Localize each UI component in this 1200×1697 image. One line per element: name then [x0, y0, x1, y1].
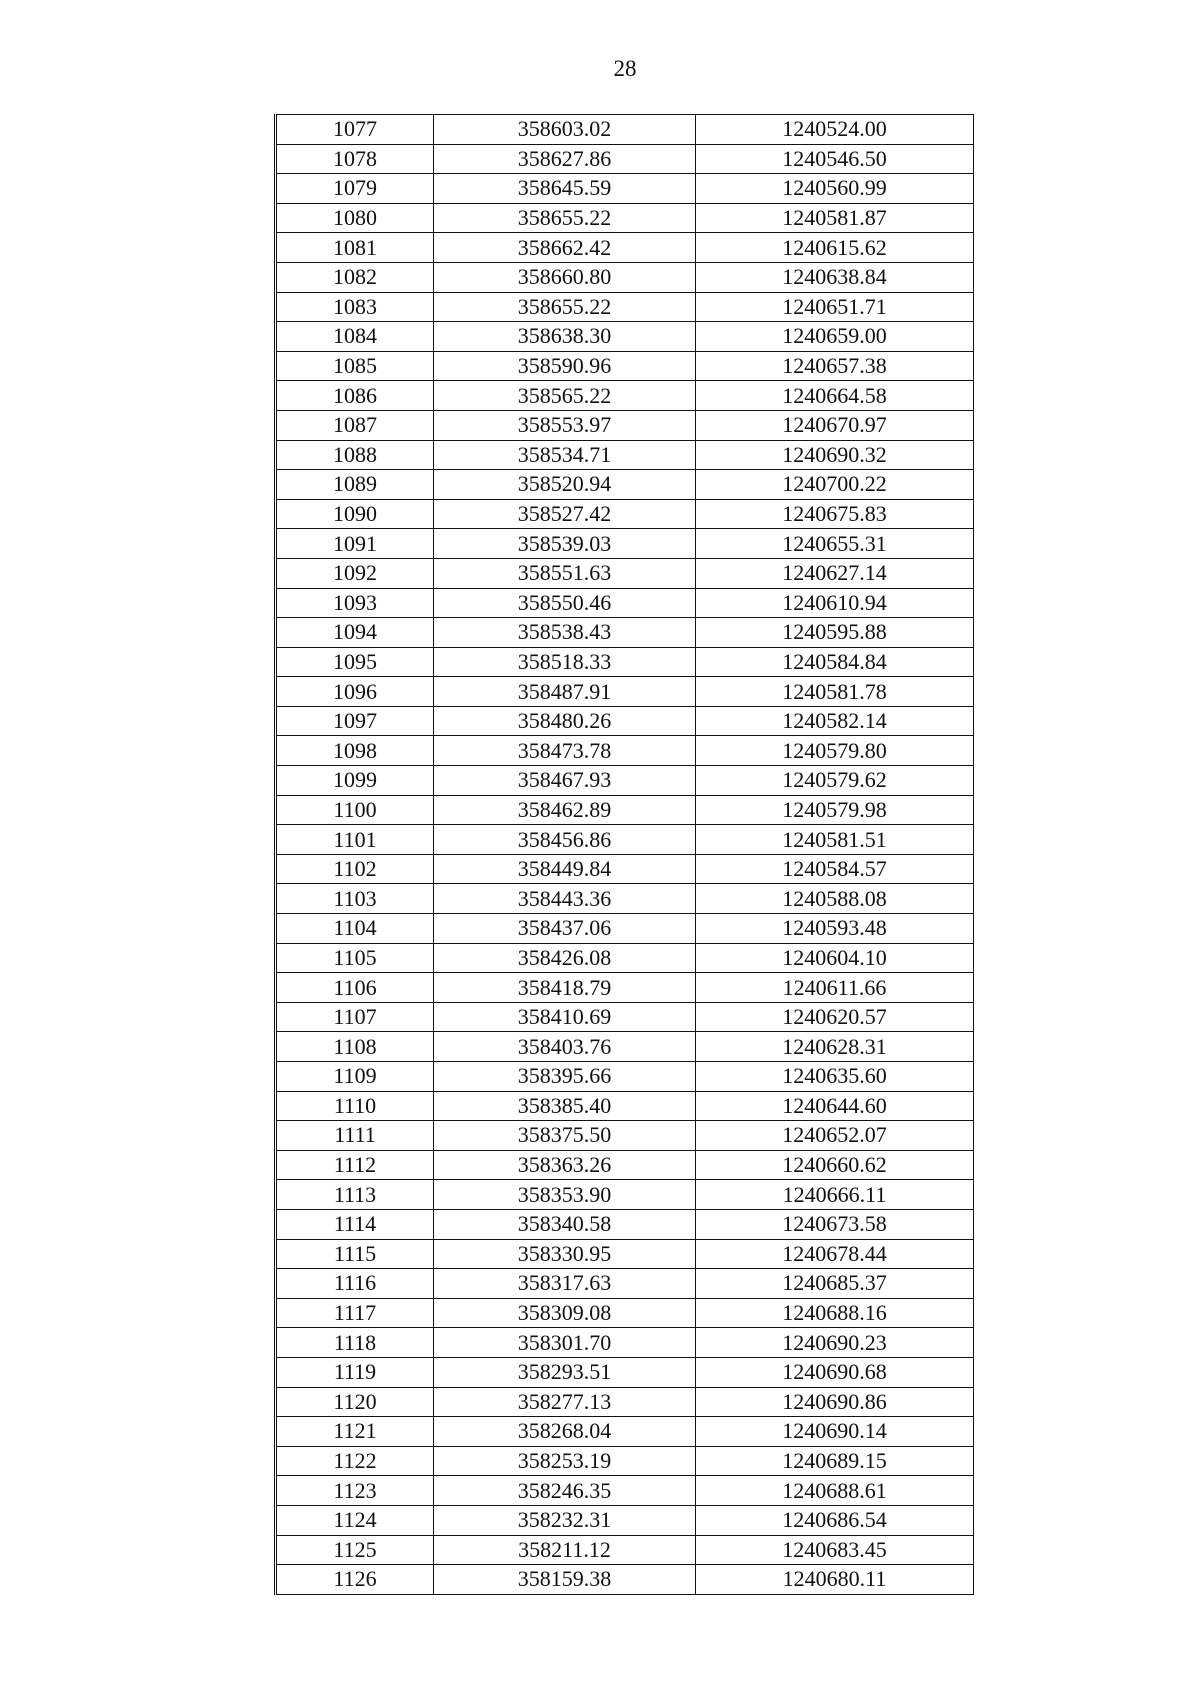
y-coordinate-cell: 1240635.60 — [696, 1062, 974, 1092]
table-row — [276, 1121, 974, 1151]
x-coordinate-cell: 358565.22 — [434, 381, 696, 411]
point-number-cell: 1115 — [276, 1239, 434, 1269]
y-coordinate-cell: 1240638.84 — [696, 262, 974, 292]
y-coordinate-cell: 1240581.78 — [696, 677, 974, 707]
point-number-cell: 1117 — [276, 1298, 434, 1328]
y-coordinate-cell: 1240688.61 — [696, 1476, 974, 1506]
point-number-cell: 1077 — [276, 115, 434, 145]
y-coordinate-cell: 1240524.00 — [696, 115, 974, 145]
point-number-cell: 1090 — [276, 499, 434, 529]
table-row — [276, 1505, 974, 1535]
x-coordinate-cell: 358551.63 — [434, 558, 696, 588]
table-row — [276, 558, 974, 588]
y-coordinate-cell: 1240611.66 — [696, 973, 974, 1003]
point-number-cell: 1087 — [276, 410, 434, 440]
table-row — [276, 1002, 974, 1032]
y-coordinate-cell: 1240673.58 — [696, 1209, 974, 1239]
y-coordinate-cell: 1240666.11 — [696, 1180, 974, 1210]
x-coordinate-cell: 358253.19 — [434, 1446, 696, 1476]
x-coordinate-cell: 358655.22 — [434, 203, 696, 233]
point-number-cell: 1088 — [276, 440, 434, 470]
y-coordinate-cell: 1240664.58 — [696, 381, 974, 411]
coordinates-table — [274, 114, 974, 1595]
y-coordinate-cell: 1240689.15 — [696, 1446, 974, 1476]
x-coordinate-cell: 358309.08 — [434, 1298, 696, 1328]
point-number-cell: 1081 — [276, 233, 434, 263]
table-row — [276, 825, 974, 855]
point-number-cell: 1082 — [276, 262, 434, 292]
y-coordinate-cell: 1240688.16 — [696, 1298, 974, 1328]
point-number-cell: 1108 — [276, 1032, 434, 1062]
table-row — [276, 1180, 974, 1210]
table-row — [276, 233, 974, 263]
point-number-cell: 1123 — [276, 1476, 434, 1506]
y-coordinate-cell: 1240686.54 — [696, 1505, 974, 1535]
x-coordinate-cell: 358277.13 — [434, 1387, 696, 1417]
y-coordinate-cell: 1240644.60 — [696, 1091, 974, 1121]
point-number-cell: 1091 — [276, 529, 434, 559]
table-row — [276, 1032, 974, 1062]
y-coordinate-cell: 1240582.14 — [696, 706, 974, 736]
x-coordinate-cell: 358437.06 — [434, 914, 696, 944]
x-coordinate-cell: 358534.71 — [434, 440, 696, 470]
y-coordinate-cell: 1240579.98 — [696, 795, 974, 825]
table-row — [276, 884, 974, 914]
x-coordinate-cell: 358520.94 — [434, 470, 696, 500]
y-coordinate-cell: 1240651.71 — [696, 292, 974, 322]
table-row — [276, 499, 974, 529]
y-coordinate-cell: 1240690.23 — [696, 1328, 974, 1358]
point-number-cell: 1106 — [276, 973, 434, 1003]
table-row — [276, 174, 974, 204]
point-number-cell: 1122 — [276, 1446, 434, 1476]
x-coordinate-cell: 358211.12 — [434, 1535, 696, 1565]
point-number-cell: 1083 — [276, 292, 434, 322]
x-coordinate-cell: 358268.04 — [434, 1417, 696, 1447]
y-coordinate-cell: 1240690.68 — [696, 1357, 974, 1387]
page-number: 28 — [613, 56, 637, 81]
table-row — [276, 1476, 974, 1506]
point-number-cell: 1124 — [276, 1505, 434, 1535]
y-coordinate-cell: 1240652.07 — [696, 1121, 974, 1151]
table-row — [276, 144, 974, 174]
x-coordinate-cell: 358410.69 — [434, 1002, 696, 1032]
table-row — [276, 1387, 974, 1417]
table-row — [276, 943, 974, 973]
x-coordinate-cell: 358418.79 — [434, 973, 696, 1003]
y-coordinate-cell: 1240581.51 — [696, 825, 974, 855]
table-row — [276, 795, 974, 825]
point-number-cell: 1114 — [276, 1209, 434, 1239]
table-row — [276, 1209, 974, 1239]
table-row — [276, 1565, 974, 1595]
point-number-cell: 1101 — [276, 825, 434, 855]
point-number-cell: 1079 — [276, 174, 434, 204]
table-row — [276, 1091, 974, 1121]
y-coordinate-cell: 1240670.97 — [696, 410, 974, 440]
y-coordinate-cell: 1240675.83 — [696, 499, 974, 529]
x-coordinate-cell: 358246.35 — [434, 1476, 696, 1506]
x-coordinate-cell: 358538.43 — [434, 618, 696, 648]
x-coordinate-cell: 358518.33 — [434, 647, 696, 677]
table-row — [276, 588, 974, 618]
table-row — [276, 1150, 974, 1180]
point-number-cell: 1089 — [276, 470, 434, 500]
table-row — [276, 1417, 974, 1447]
y-coordinate-cell: 1240690.14 — [696, 1417, 974, 1447]
y-coordinate-cell: 1240660.62 — [696, 1150, 974, 1180]
table-row — [276, 1269, 974, 1299]
y-coordinate-cell: 1240593.48 — [696, 914, 974, 944]
table-row — [276, 854, 974, 884]
point-number-cell: 1078 — [276, 144, 434, 174]
y-coordinate-cell: 1240604.10 — [696, 943, 974, 973]
table-row — [276, 973, 974, 1003]
y-coordinate-cell: 1240628.31 — [696, 1032, 974, 1062]
y-coordinate-cell: 1240685.37 — [696, 1269, 974, 1299]
x-coordinate-cell: 358660.80 — [434, 262, 696, 292]
y-coordinate-cell: 1240610.94 — [696, 588, 974, 618]
point-number-cell: 1107 — [276, 1002, 434, 1032]
y-coordinate-cell: 1240581.87 — [696, 203, 974, 233]
y-coordinate-cell: 1240579.80 — [696, 736, 974, 766]
y-coordinate-cell: 1240678.44 — [696, 1239, 974, 1269]
y-coordinate-cell: 1240659.00 — [696, 322, 974, 352]
y-coordinate-cell: 1240615.62 — [696, 233, 974, 263]
y-coordinate-cell: 1240584.57 — [696, 854, 974, 884]
x-coordinate-cell: 358467.93 — [434, 766, 696, 796]
y-coordinate-cell: 1240700.22 — [696, 470, 974, 500]
point-number-cell: 1084 — [276, 322, 434, 352]
table-row — [276, 351, 974, 381]
point-number-cell: 1121 — [276, 1417, 434, 1447]
point-number-cell: 1096 — [276, 677, 434, 707]
table-row — [276, 706, 974, 736]
x-coordinate-cell: 358317.63 — [434, 1269, 696, 1299]
x-coordinate-cell: 358462.89 — [434, 795, 696, 825]
point-number-cell: 1113 — [276, 1180, 434, 1210]
x-coordinate-cell: 358645.59 — [434, 174, 696, 204]
y-coordinate-cell: 1240588.08 — [696, 884, 974, 914]
y-coordinate-cell: 1240627.14 — [696, 558, 974, 588]
point-number-cell: 1103 — [276, 884, 434, 914]
x-coordinate-cell: 358395.66 — [434, 1062, 696, 1092]
x-coordinate-cell: 358539.03 — [434, 529, 696, 559]
point-number-cell: 1119 — [276, 1357, 434, 1387]
point-number-cell: 1094 — [276, 618, 434, 648]
x-coordinate-cell: 358480.26 — [434, 706, 696, 736]
x-coordinate-cell: 358375.50 — [434, 1121, 696, 1151]
table-row — [276, 736, 974, 766]
y-coordinate-cell: 1240595.88 — [696, 618, 974, 648]
x-coordinate-cell: 358159.38 — [434, 1565, 696, 1595]
table-row — [276, 618, 974, 648]
x-coordinate-cell: 358443.36 — [434, 884, 696, 914]
point-number-cell: 1099 — [276, 766, 434, 796]
x-coordinate-cell: 358655.22 — [434, 292, 696, 322]
table-row — [276, 292, 974, 322]
x-coordinate-cell: 358473.78 — [434, 736, 696, 766]
y-coordinate-cell: 1240657.38 — [696, 351, 974, 381]
table-row — [276, 1357, 974, 1387]
point-number-cell: 1092 — [276, 558, 434, 588]
point-number-cell: 1097 — [276, 706, 434, 736]
x-coordinate-cell: 358456.86 — [434, 825, 696, 855]
y-coordinate-cell: 1240584.84 — [696, 647, 974, 677]
point-number-cell: 1098 — [276, 736, 434, 766]
point-number-cell: 1085 — [276, 351, 434, 381]
x-coordinate-cell: 358550.46 — [434, 588, 696, 618]
x-coordinate-cell: 358232.31 — [434, 1505, 696, 1535]
table-row — [276, 1062, 974, 1092]
table-row — [276, 440, 974, 470]
table-row — [276, 115, 974, 145]
x-coordinate-cell: 358627.86 — [434, 144, 696, 174]
point-number-cell: 1116 — [276, 1269, 434, 1299]
point-number-cell: 1111 — [276, 1121, 434, 1151]
table-row — [276, 677, 974, 707]
point-number-cell: 1104 — [276, 914, 434, 944]
table-row — [276, 529, 974, 559]
x-coordinate-cell: 358293.51 — [434, 1357, 696, 1387]
y-coordinate-cell: 1240620.57 — [696, 1002, 974, 1032]
table-row — [276, 203, 974, 233]
x-coordinate-cell: 358590.96 — [434, 351, 696, 381]
y-coordinate-cell: 1240560.99 — [696, 174, 974, 204]
point-number-cell: 1095 — [276, 647, 434, 677]
table-body — [276, 115, 974, 1595]
table-row — [276, 1239, 974, 1269]
x-coordinate-cell: 358553.97 — [434, 410, 696, 440]
table-row — [276, 262, 974, 292]
x-coordinate-cell: 358527.42 — [434, 499, 696, 529]
x-coordinate-cell: 358301.70 — [434, 1328, 696, 1358]
table-row — [276, 470, 974, 500]
table-row — [276, 914, 974, 944]
y-coordinate-cell: 1240546.50 — [696, 144, 974, 174]
table-row — [276, 1298, 974, 1328]
point-number-cell: 1105 — [276, 943, 434, 973]
point-number-cell: 1093 — [276, 588, 434, 618]
x-coordinate-cell: 358330.95 — [434, 1239, 696, 1269]
y-coordinate-cell: 1240680.11 — [696, 1565, 974, 1595]
table-row — [276, 1535, 974, 1565]
x-coordinate-cell: 358662.42 — [434, 233, 696, 263]
point-number-cell: 1120 — [276, 1387, 434, 1417]
point-number-cell: 1110 — [276, 1091, 434, 1121]
point-number-cell: 1125 — [276, 1535, 434, 1565]
y-coordinate-cell: 1240655.31 — [696, 529, 974, 559]
point-number-cell: 1086 — [276, 381, 434, 411]
x-coordinate-cell: 358638.30 — [434, 322, 696, 352]
table-row — [276, 381, 974, 411]
x-coordinate-cell: 358340.58 — [434, 1209, 696, 1239]
point-number-cell: 1118 — [276, 1328, 434, 1358]
table-row — [276, 647, 974, 677]
y-coordinate-cell: 1240683.45 — [696, 1535, 974, 1565]
x-coordinate-cell: 358363.26 — [434, 1150, 696, 1180]
x-coordinate-cell: 358449.84 — [434, 854, 696, 884]
table-row — [276, 766, 974, 796]
x-coordinate-cell: 358353.90 — [434, 1180, 696, 1210]
x-coordinate-cell: 358385.40 — [434, 1091, 696, 1121]
point-number-cell: 1100 — [276, 795, 434, 825]
x-coordinate-cell: 358426.08 — [434, 943, 696, 973]
point-number-cell: 1080 — [276, 203, 434, 233]
point-number-cell: 1126 — [276, 1565, 434, 1595]
table-row — [276, 1446, 974, 1476]
y-coordinate-cell: 1240690.32 — [696, 440, 974, 470]
x-coordinate-cell: 358403.76 — [434, 1032, 696, 1062]
point-number-cell: 1109 — [276, 1062, 434, 1092]
table-row — [276, 322, 974, 352]
y-coordinate-cell: 1240690.86 — [696, 1387, 974, 1417]
x-coordinate-cell: 358603.02 — [434, 115, 696, 145]
table-row — [276, 1328, 974, 1358]
table-row — [276, 410, 974, 440]
x-coordinate-cell: 358487.91 — [434, 677, 696, 707]
y-coordinate-cell: 1240579.62 — [696, 766, 974, 796]
point-number-cell: 1102 — [276, 854, 434, 884]
point-number-cell: 1112 — [276, 1150, 434, 1180]
